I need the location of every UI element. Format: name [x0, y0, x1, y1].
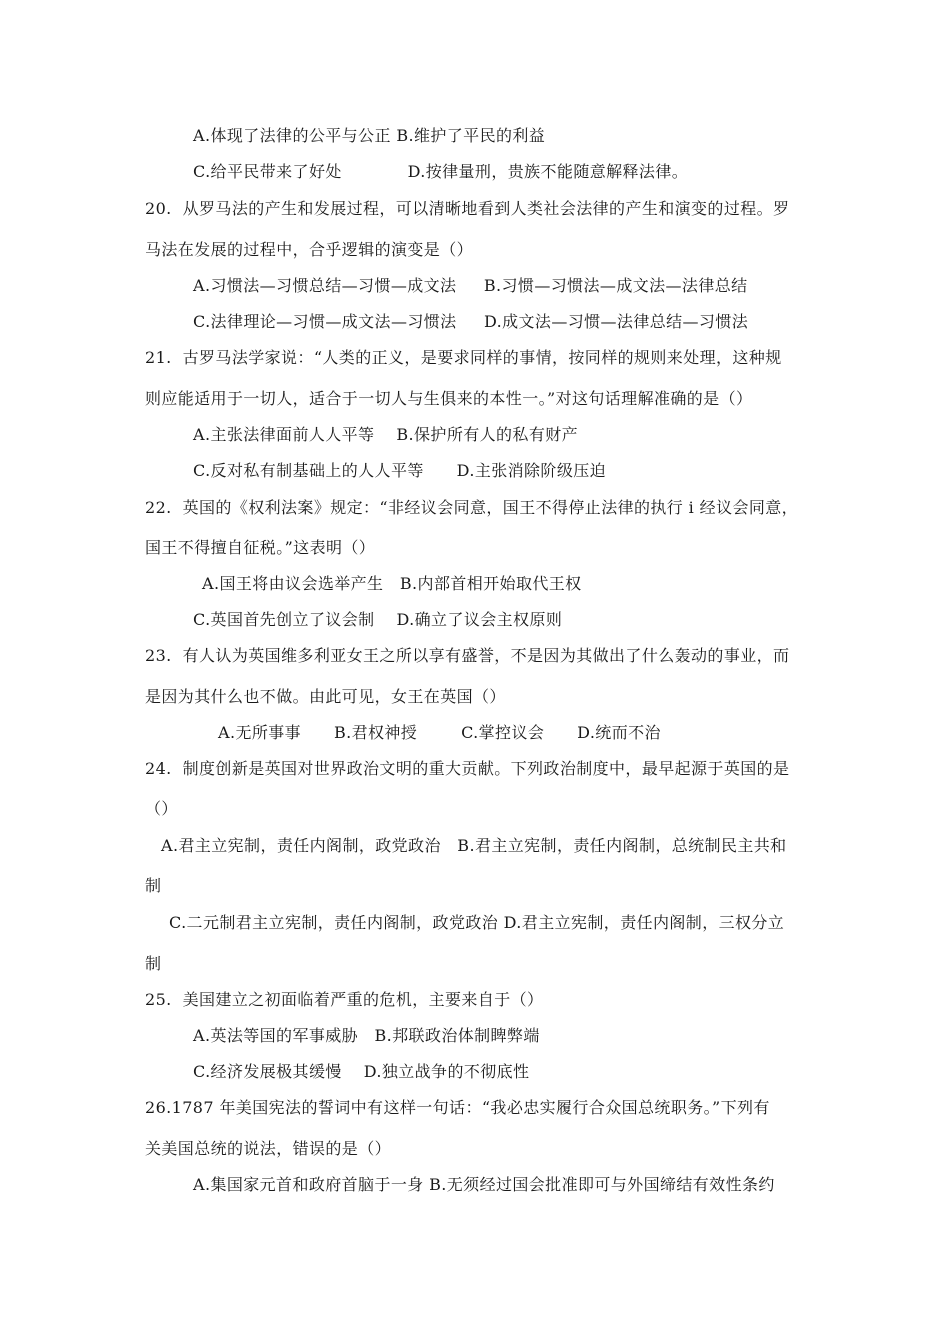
- q21-stem-line-1: 21. 古罗马法学家说：“人类的正义，是要求同样的事情，按同样的规则来处理，这种规: [145, 348, 782, 367]
- q20-stem-line-1: 20. 从罗马法的产生和发展过程，可以清晰地看到人类社会法律的产生和演变的过程。罗: [145, 199, 790, 218]
- q24-options-row-2: C.二元制君主立宪制，责任内阁制，政党政治 D.君主立宪制，责任内阁制，三权分立: [169, 913, 785, 932]
- q19-options-row-2: C.给平民带来了好处 D.按律量刑，贵族不能随意解释法律。: [193, 162, 689, 181]
- q22-stem-line-2: 国王不得擅自征税。”这表明（）: [145, 538, 376, 557]
- q22-options-row-1: A.国王将由议会选举产生 B.内部首相开始取代王权: [202, 574, 582, 593]
- q25-stem-line-1: 25. 美国建立之初面临着严重的危机，主要来自于（）: [145, 990, 544, 1009]
- q26-stem-line-1: 26.1787 年美国宪法的誓词中有这样一句话：“我必忠实履行合众国总统职务。”下列有: [145, 1098, 770, 1117]
- q24-options-row-2-wrap: 制: [145, 954, 162, 973]
- q23-options-row-1: A.无所事事 B.君权神授 C.掌控议会 D.统而不治: [218, 723, 661, 742]
- q26-stem-line-2: 关美国总统的说法，错误的是（）: [145, 1139, 392, 1158]
- q23-stem-line-2: 是因为其什么也不做。由此可见，女王在英国（）: [145, 687, 506, 706]
- q22-options-row-2: C.英国首先创立了议会制 D.确立了议会主权原则: [193, 610, 563, 629]
- q25-options-row-2: C.经济发展极其缓慢 D.独立战争的不彻底性: [193, 1062, 530, 1081]
- q21-options-row-1: A.主张法律面前人人平等 B.保护所有人的私有财产: [193, 425, 579, 444]
- q20-options-row-2: C.法律理论—习惯—成文法—习惯法 D.成文法—习惯—法律总结—习惯法: [193, 312, 749, 331]
- q24-options-row-1-wrap: 制: [145, 876, 162, 895]
- q21-options-row-2: C.反对私有制基础上的人人平等 D.主张消除阶级压迫: [193, 461, 607, 480]
- q22-stem-line-1: 22. 英国的《权利法案》规定：“非经议会同意，国王不得停止法律的执行 i 经议会同意，: [145, 498, 799, 517]
- q24-options-row-1: A.君主立宪制，责任内阁制，政党政治 B.君主立宪制，责任内阁制，总统制民主共和: [161, 836, 787, 855]
- q24-stem-line-1: 24. 制度创新是英国对世界政治文明的重大贡献。下列政治制度中，最早起源于英国的是: [145, 759, 790, 778]
- q21-stem-line-2: 则应能适用于一切人，适合于一切人与生俱来的本性一。”对这句话理解准确的是（）: [145, 389, 753, 408]
- q25-options-row-1: A.英法等国的军事威胁 B.邦联政治体制睥弊端: [193, 1026, 540, 1045]
- q26-options-row-1: A.集国家元首和政府首脑于一身 B.无须经过国会批准即可与外国缔结有效性条约: [193, 1175, 775, 1194]
- q24-stem-line-2: （）: [145, 799, 178, 818]
- q20-options-row-1: A.习惯法—习惯总结—习惯—成文法 B.习惯—习惯法—成文法—法律总结: [193, 276, 748, 295]
- q23-stem-line-1: 23. 有人认为英国维多利亚女王之所以享有盛誉，不是因为其做出了什么轰动的事业，而: [145, 646, 790, 665]
- q19-options-row-1: A.体现了法律的公平与公正 B.维护了平民的利益: [193, 126, 546, 145]
- q20-stem-line-2: 马法在发展的过程中，合乎逻辑的演变是（）: [145, 240, 474, 259]
